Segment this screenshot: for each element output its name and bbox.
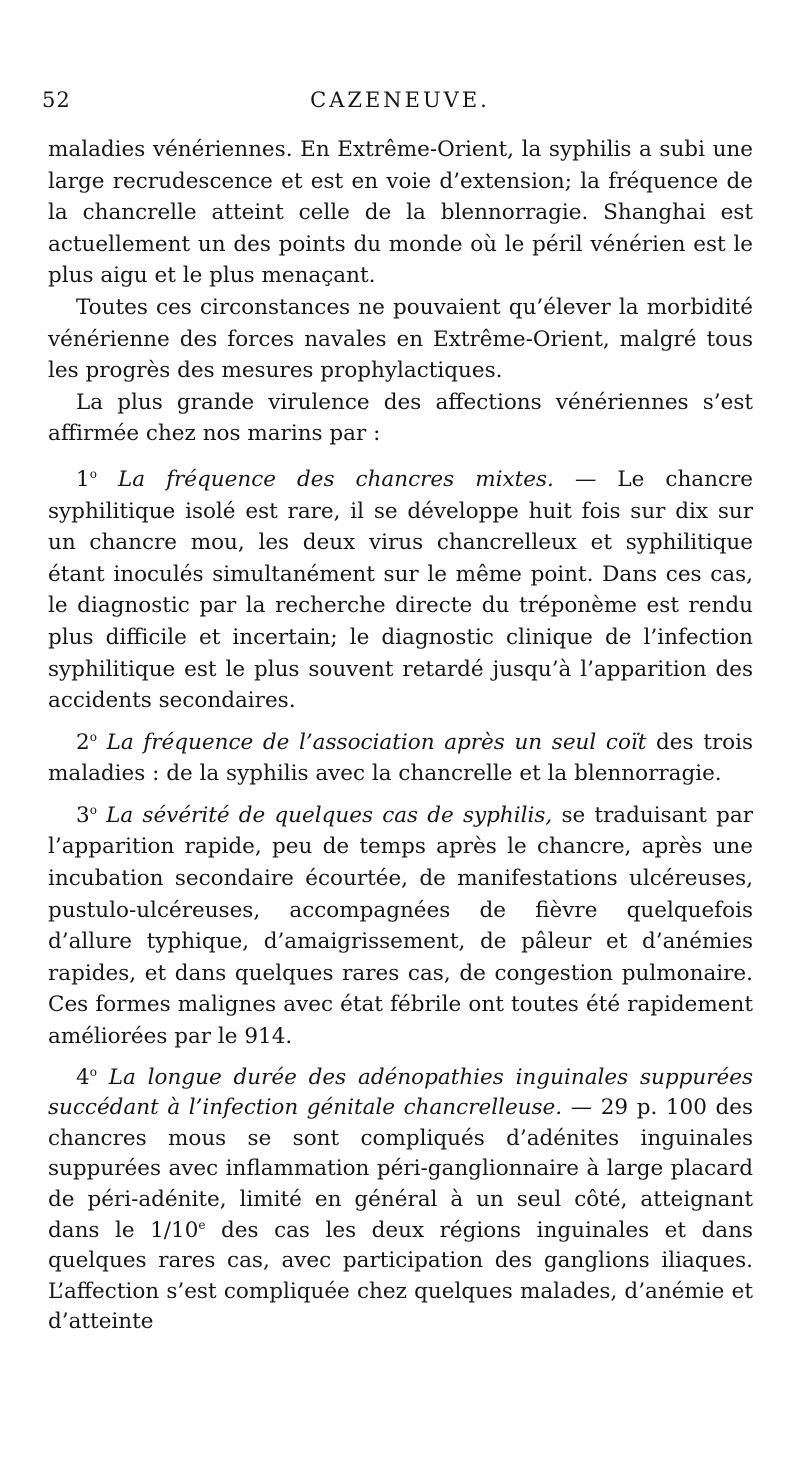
paragraph <box>48 387 753 450</box>
ordinal-mark: o <box>89 729 97 744</box>
paragraph <box>48 292 753 387</box>
item-number: 2 <box>76 729 90 755</box>
superscript: e <box>198 1217 206 1232</box>
ordinal-mark: o <box>89 466 97 481</box>
list-item-2 <box>48 727 753 790</box>
paragraph <box>48 134 753 292</box>
item-title: La fréquence de l’association après un seul coït <box>106 729 647 755</box>
item-title: La longue durée des adénopathies inguinales suppurées succédant à l’infection génitale chancrelleuse. <box>48 1064 753 1121</box>
paragraph-text: Toutes ces circonstances ne pouvaient qu’élever la morbidité vénérienne des forces navales en Extrême-Orient, malgré tous les progrès des mesures prophylactiques. <box>48 294 753 384</box>
page-number: 52 <box>42 88 71 112</box>
page-header <box>42 88 758 124</box>
running-title: CAZENEUVE. <box>310 88 490 112</box>
ordinal-mark: o <box>89 802 97 817</box>
item-number: 4 <box>76 1064 90 1090</box>
body-text <box>48 134 753 1338</box>
list-item-4 <box>48 1063 753 1338</box>
list-item-3 <box>48 800 753 1053</box>
item-number: 1 <box>76 466 90 492</box>
item-title: La fréquence des chancres mixtes. <box>117 466 554 492</box>
item-text: — 29 p. 100 des chancres mous se sont compliqués d’adénites inguinales suppurées avec inflammation péri-ganglionnaire à large placard de péri-adénite, limité en général à un seul côté, atteignant dans le 1/10 <box>48 1095 753 1243</box>
item-text-continued: des cas les deux régions inguinales et dans quelques rares cas, avec participation des ganglions iliaques. L’affection s’est compliquée chez quelques malades, d’anémie et d’atteinte <box>48 1217 753 1335</box>
paragraph-text: maladies vénériennes. En Extrême-Orient, la syphilis a subi une large recrudescence et est en voie d’extension; la fréquence de la chancrelle atteint celle de la blennorragie. Shanghai est actuellement un des points du monde où le péril vénérien est le plus aigu et le plus menaçant. <box>48 137 753 289</box>
item-number: 3 <box>76 802 90 828</box>
item-title: La sévérité de quelques cas de syphilis, <box>106 802 553 828</box>
item-text: se traduisant par l’apparition rapide, peu de temps après le chancre, après une incubation secondaire écourtée, de manifestations ulcéreuses, pustulo-ulcéreuses, accompagnées de fièvre quelquefois d’allure typhique, d’amaigrissement, de pâleur et d’anémies rapides, et dans quelques rares cas, de congestion pulmonaire. Ces formes malignes avec état fébrile ont toutes été rapidement améliorées par le 914. <box>48 802 753 1050</box>
list-item-1 <box>48 464 753 717</box>
item-text: des trois maladies : de la syphilis avec la chancrelle et la blennorragie. <box>48 729 753 787</box>
item-text: — Le chancre syphilitique isolé est rare, il se développe huit fois sur dix sur un chancre mou, les deux virus chancrelleux et syphilitique étant inoculés simultanément sur le même point. Dans ces cas, le diagnostic par la recherche directe du tréponème est rendu plus difficile et incertain; le diagnostic clinique de l’infection syphilitique est le plus souvent retardé jusqu’à l’apparition des accidents secondaires. <box>48 466 753 714</box>
paragraph-text: La plus grande virulence des affections vénériennes s’est affirmée chez nos marins par : <box>48 389 753 447</box>
ordinal-mark: o <box>89 1064 97 1079</box>
